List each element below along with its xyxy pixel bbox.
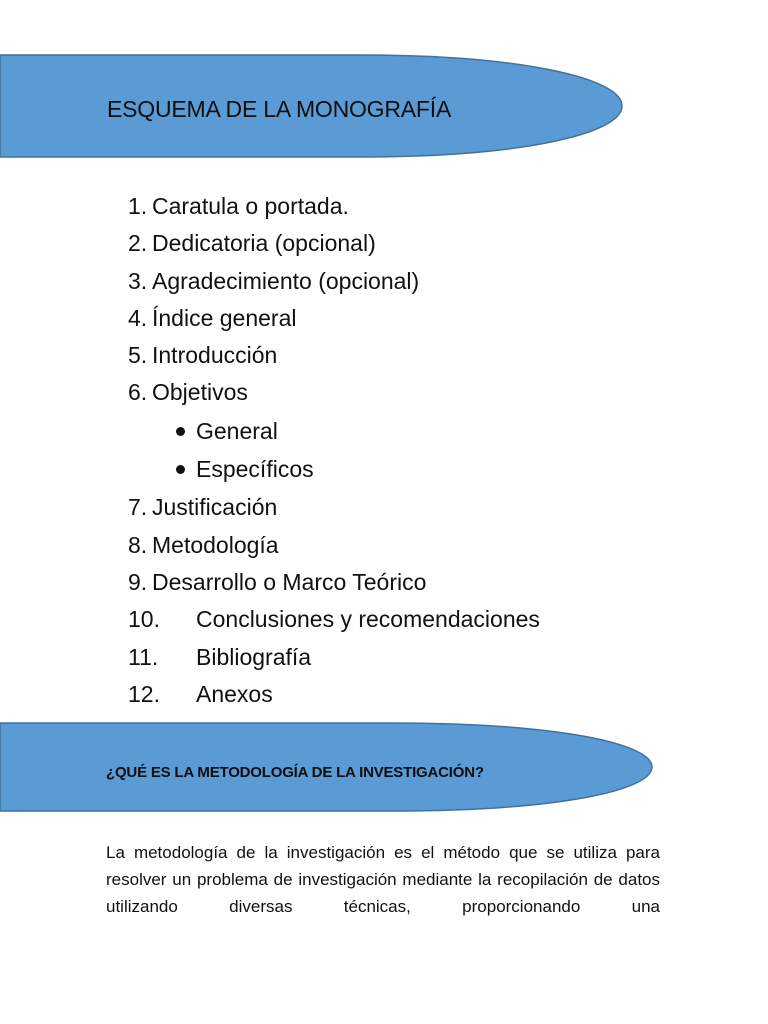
item-number: 7. (128, 494, 148, 520)
item-number: 12. (128, 681, 160, 707)
item-number: 4. (128, 305, 148, 331)
item-text: Específicos (196, 456, 314, 482)
item-text: Índice general (152, 305, 297, 331)
item-number: 3. (128, 268, 148, 294)
item-text: Dedicatoria (opcional) (152, 230, 376, 256)
item-number: 6. (128, 379, 148, 405)
section-title: ¿QUÉ ES LA METODOLOGÍA DE LA INVESTIGACIÓN? (106, 764, 484, 781)
item-text: General (196, 418, 278, 444)
item-text: Justificación (152, 494, 278, 520)
item-number: 8. (128, 532, 148, 558)
item-number: 2. (128, 230, 148, 256)
bullet-icon (176, 465, 185, 474)
item-number: 10. (128, 606, 160, 632)
item-number: 1. (128, 193, 148, 219)
header-banner (0, 54, 624, 158)
item-text: Introducción (152, 342, 278, 368)
item-text: Conclusiones y recomendaciones (196, 606, 540, 632)
item-text: Anexos (196, 681, 273, 707)
body-paragraph: La metodología de la investigación es el método que se utiliza para resolver un problema de investigación mediante la recopilación de datos utilizando diversas técnicas, proporcionando una (106, 843, 660, 916)
item-number: 11. (128, 644, 159, 670)
item-number: 9. (128, 569, 148, 595)
page-title: ESQUEMA DE LA MONOGRAFÍA (107, 96, 452, 122)
item-text: Bibliografía (196, 644, 312, 670)
section-banner (0, 722, 654, 812)
item-number: 5. (128, 342, 148, 368)
item-text: Objetivos (152, 379, 248, 405)
item-text: Agradecimiento (opcional) (152, 268, 420, 294)
item-text: Metodología (152, 532, 279, 558)
item-text: Desarrollo o Marco Teórico (152, 569, 427, 595)
item-text: Caratula o portada. (152, 193, 349, 219)
bullet-icon (176, 427, 185, 436)
